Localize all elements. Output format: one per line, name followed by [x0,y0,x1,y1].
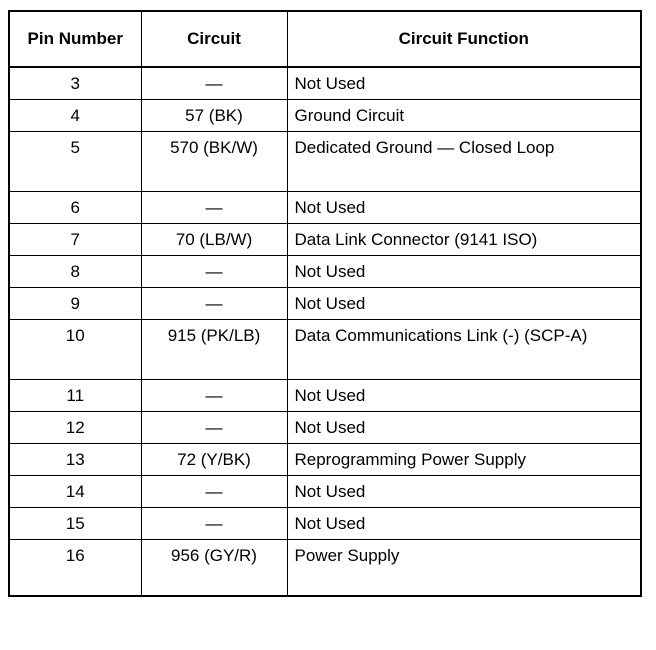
table-row [9,320,641,380]
circuit-function-cell: Not Used [287,412,641,444]
circuit-function-cell: Not Used [287,67,641,100]
circuit-function-cell: Data Communications Link (-) (SCP-A) [287,320,641,380]
circuit-function-cell: Not Used [287,288,641,320]
circuit-function-cell: Data Link Connector (9141 ISO) [287,224,641,256]
header-pin-number: Pin Number [9,11,141,67]
table-row [9,192,641,224]
circuit-function-cell: Not Used [287,476,641,508]
pin-number-cell: 5 [9,132,141,192]
table-row [9,444,641,476]
table-row [9,224,641,256]
circuit-cell: — [141,476,287,508]
pin-number-cell: 7 [9,224,141,256]
circuit-cell: 956 (GY/R) [141,540,287,597]
circuit-function-cell: Ground Circuit [287,100,641,132]
circuit-function-cell: Dedicated Ground — Closed Loop [287,132,641,192]
circuit-cell: — [141,288,287,320]
table-row [9,256,641,288]
table-header-row [9,11,641,67]
circuit-cell: 570 (BK/W) [141,132,287,192]
circuit-cell: — [141,256,287,288]
pin-number-cell: 8 [9,256,141,288]
circuit-cell: — [141,192,287,224]
circuit-cell: — [141,508,287,540]
table-row [9,288,641,320]
circuit-function-cell: Power Supply [287,540,641,597]
header-circuit-function: Circuit Function [287,11,641,67]
table-row [9,476,641,508]
pin-number-cell: 10 [9,320,141,380]
circuit-cell: — [141,412,287,444]
pin-number-cell: 6 [9,192,141,224]
circuit-function-cell: Not Used [287,192,641,224]
pin-number-cell: 11 [9,380,141,412]
circuit-cell: — [141,67,287,100]
pin-number-cell: 13 [9,444,141,476]
circuit-cell: 57 (BK) [141,100,287,132]
pinout-document [8,10,640,640]
table-row [9,132,641,192]
circuit-cell: 70 (LB/W) [141,224,287,256]
pin-number-cell: 3 [9,67,141,100]
circuit-function-cell: Reprogramming Power Supply [287,444,641,476]
table-row [9,100,641,132]
header-circuit: Circuit [141,11,287,67]
circuit-cell: — [141,380,287,412]
table-row [9,380,641,412]
table-row [9,412,641,444]
circuit-function-cell: Not Used [287,256,641,288]
pin-number-cell: 14 [9,476,141,508]
table-row [9,540,641,597]
pin-number-cell: 9 [9,288,141,320]
circuit-function-cell: Not Used [287,380,641,412]
pin-number-cell: 16 [9,540,141,597]
pin-number-cell: 12 [9,412,141,444]
circuit-cell: 915 (PK/LB) [141,320,287,380]
pinout-table [8,10,642,597]
table-row [9,508,641,540]
pin-number-cell: 15 [9,508,141,540]
circuit-function-cell: Not Used [287,508,641,540]
table-row [9,67,641,100]
circuit-cell: 72 (Y/BK) [141,444,287,476]
pin-number-cell: 4 [9,100,141,132]
